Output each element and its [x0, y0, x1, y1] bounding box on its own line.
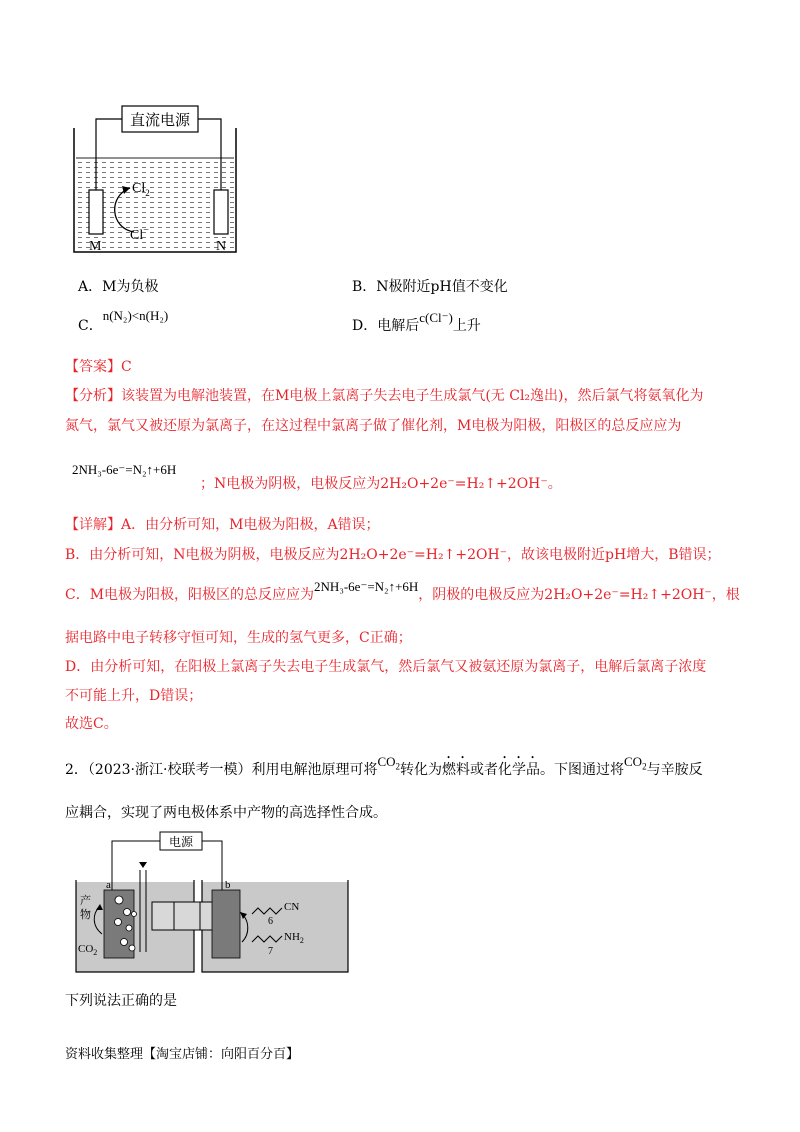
question-2-line-2: 应耦合，实现了两电极体系中产物的高选择性合成。	[65, 805, 387, 821]
option-c: C．n(N₂)<n(H₂)	[78, 308, 169, 334]
footer-text: 资料收集整理【淘宝店铺：向阳百分百】	[65, 1047, 300, 1062]
power-supply-2-label: 电源	[168, 835, 194, 849]
electrode-b	[212, 890, 240, 958]
detail-a: 【详解】A．由分析可知，M电极为阳极，A错误；	[65, 517, 380, 533]
power-supply-label: 直流电源	[129, 113, 191, 129]
electrode-m-label: M	[89, 239, 102, 254]
membrane-bridge	[152, 902, 222, 930]
electrode-m	[89, 190, 103, 234]
analysis-formula-line	[72, 460, 176, 480]
option-d-math: c(Cl⁻)	[419, 310, 453, 325]
option-b: B．N极附近pH值不变化	[352, 279, 508, 295]
svg-text:Cl2: $Cl_2$	[132, 181, 150, 198]
co2-label: $CO_2$	[78, 943, 98, 957]
analysis-line-3: ；N电极为阴极，电极反应为2H₂O+2e⁻=H₂↑+2OH⁻。	[200, 476, 562, 492]
emphasis-chemicals: 化学品	[498, 762, 541, 778]
answer-value: C	[121, 359, 132, 375]
electrode-n-label: N	[216, 239, 227, 254]
answer-tag: 【答案】	[65, 359, 121, 375]
product-label-2: 物	[80, 909, 91, 921]
electrolysis-cell-figure-2	[72, 830, 352, 980]
detail-conclusion: 故选C。	[65, 716, 118, 732]
svg-text:7: 7	[268, 946, 273, 957]
detail-d-line-2: 不可能上升，D错误；	[65, 688, 203, 704]
detail-b: B．由分析可知，N电极为阴极，电极反应为2H₂O+2e⁻=H₂↑+2OH⁻，故该电极附近pH增大，B错误；	[65, 547, 721, 563]
analysis-line-1: 【分析】该装置为电解池装置，在M电极上氯离子失去电子生成氯气(无 Cl₂逸出)，然后氯气将氨氧化为	[65, 388, 704, 404]
question-2-line-1: 2．（2023·浙江·校联考一模）利用电解池原理可将$CO_2$转化为燃料或者化学品。下图通过将$CO_2$与辛胺反	[65, 754, 703, 778]
question-2-statement: 下列说法正确的是	[65, 993, 177, 1009]
electrolysis-cell-figure-1	[70, 100, 250, 265]
option-a: A．M为负极	[78, 279, 159, 295]
nh2-label: $NH_2$	[284, 931, 304, 945]
detail-c-line-2: 据电路中电子转移守恒可知，生成的氢气更多，C正确；	[65, 630, 412, 646]
electrode-a-label: a	[106, 879, 111, 891]
analysis-line-2: 氮气，氯气又被还原为氯离子，在这过程中氯离子做了催化剂，M电极为阳极，阳极区的总反应应为	[65, 418, 682, 434]
svg-text:6: 6	[268, 916, 273, 927]
detail-d-line-1: D．由分析可知，在阳极上氯离子失去电子生成氯气，然后氯气又被氨还原为氯离子，电解后氯离子浓度	[65, 659, 707, 675]
cn-label: CN	[284, 901, 300, 913]
detail-tag: 【详解】	[65, 517, 121, 533]
analysis-formula: 2NH₃-6e⁻=N₂↑+6H	[72, 462, 177, 477]
product-label-1: 产	[80, 895, 91, 907]
question-source: （2023·浙江·校联考一模）	[87, 762, 252, 778]
emphasis-fuel: 燃料	[442, 762, 471, 778]
option-c-math: n(N₂)<n(H₂)	[102, 308, 169, 323]
svg-text:Cl−: Cl−	[130, 225, 149, 243]
question-number: 2．	[65, 762, 88, 778]
detail-c-formula: 2NH₃-6e⁻=N₂↑+6H	[314, 579, 419, 594]
option-d: D．电解后c(Cl⁻)上升	[352, 310, 481, 334]
detail-c-line-1: C．M电极为阳极，阳极区的总反应应为2NH₃-6e⁻=N₂↑+6H，阴极的电极反应为2H₂O+2e⁻=H₂↑+2OH⁻，根	[65, 579, 740, 603]
answer-line	[65, 357, 132, 377]
electrode-b-label: b	[225, 879, 231, 891]
electrode-n	[214, 190, 228, 234]
analysis-tag: 【分析】	[65, 388, 121, 404]
